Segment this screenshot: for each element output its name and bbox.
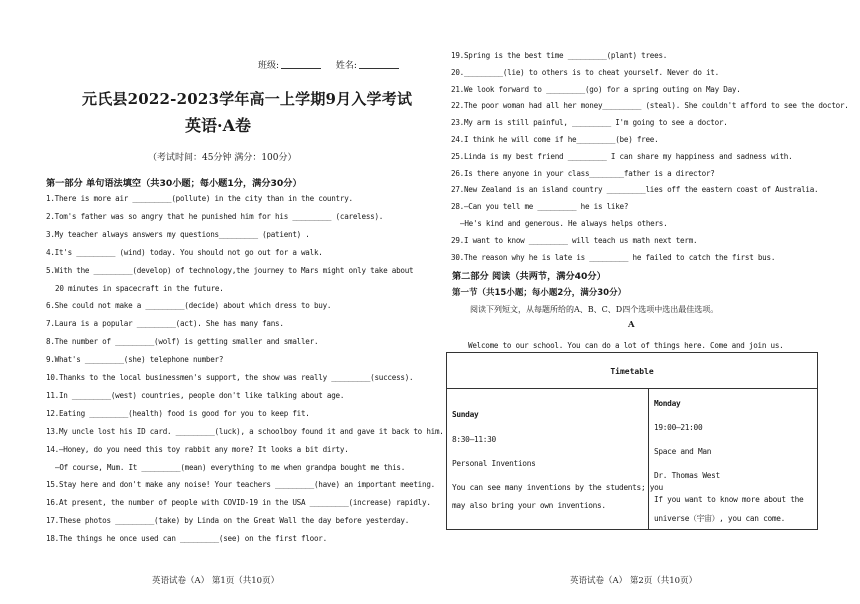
- question-line: 2.Tom's father was so angry that he punished him for his _________ (careless).: [46, 211, 384, 221]
- question-line: 22.The poor woman had all her money_________ (steal). She couldn't afford to see the doctor.: [451, 101, 849, 111]
- student-info-line: [258, 58, 411, 71]
- question-line: 20._________(lie) to others is to cheat yourself. Never do it.: [451, 67, 719, 77]
- sunday-desc-1: You can see many inventions by the students; you: [452, 483, 663, 492]
- question-line: 10.Thanks to the local businessmen's support, the show was really _________(success).: [46, 373, 414, 382]
- question-line: 30.The reason why he is late is _________ he failed to catch the first bus.: [451, 252, 776, 262]
- question-line: 28.—Can you tell me _________ he is like?: [451, 202, 629, 212]
- monday-topic: Space and Man: [654, 447, 712, 456]
- footer-left: 英语试卷（A） 第1页（共10页）: [152, 576, 280, 586]
- question-line: 27.New Zealand is an island country _________lies off the eastern coast of Australia.: [451, 185, 819, 195]
- question-line: 21.We look forward to _________(go) for a spring outing on May Day.: [451, 84, 741, 94]
- question-line: —He's kind and generous. He always helps others.: [460, 219, 668, 228]
- sunday-topic: Personal Inventions: [452, 459, 536, 468]
- question-line: 25.Linda is my best friend _________ I can share my happiness and sadness with.: [451, 151, 793, 161]
- section1-heading: 第一节（共15小题；每小题2分，满分30分）: [452, 288, 627, 298]
- question-line: 6.She could not make a _________(decide) about which dress to buy.: [46, 301, 332, 311]
- question-line: 15.Stay here and don't make any noise! Your teachers _________(have) an important meeting.: [46, 480, 435, 490]
- question-line: 13.My uncle lost his ID card. _________(luck), a schoolboy found it and gave it back to him.: [46, 426, 444, 436]
- question-line: —Of course, Mum. It _________(mean) everything to me when grandpa bought me this.: [55, 462, 406, 472]
- question-line: 16.At present, the number of people with COVID-19 in the USA _________(increase) rapidly.: [46, 498, 431, 508]
- monday-desc-1: If you want to know more about the: [654, 495, 804, 504]
- exam-subtitle: 英语·A卷: [185, 116, 251, 135]
- question-line: 8.The number of _________(wolf) is getting smaller and smaller.: [46, 337, 319, 347]
- timetable-header-row: [447, 353, 817, 389]
- sunday-desc-2: may also bring your own inventions.: [452, 501, 606, 510]
- exam-title: 元氏县2022-2023学年高一上学期9月入学考试: [82, 90, 413, 108]
- question-line: 12.Eating _________(health) food is good for you to keep fit.: [46, 408, 310, 418]
- monday-speaker: Dr. Thomas West: [654, 471, 720, 480]
- exam-time-info: （考试时间：45分钟 满分：100分）: [148, 153, 297, 163]
- question-line: 20 minutes in spacecraft in the future.: [55, 283, 224, 293]
- monday-desc-2: universe（宇宙）, you can come.: [654, 514, 786, 523]
- sunday-day: Sunday: [452, 410, 479, 419]
- question-line: 26.Is there anyone in your class________father is a director?: [451, 168, 715, 178]
- question-line: 4.It's _________ (wind) today. You should not go out for a walk.: [46, 247, 323, 257]
- question-line: 18.The things he once used can _________(see) on the first floor.: [46, 534, 327, 544]
- monday-time: 19:00—21:00: [654, 423, 703, 432]
- question-line: 17.These photos _________(take) by Linda on the Great Wall the day before yesterday.: [46, 516, 410, 526]
- question-line: 5.With the _________(develop) of technology,the journey to Mars might only take about: [46, 265, 414, 275]
- passage-label: A: [628, 320, 635, 330]
- timetable: [446, 352, 818, 530]
- part2-heading: 第二部分 阅读（共两节，满分40分）: [452, 271, 606, 282]
- class-blank: [281, 68, 321, 69]
- question-line: 14.—Honey, do you need this toy rabbit any more? It looks a bit dirty.: [46, 444, 349, 454]
- question-line: 1.There is more air _________(pollute) in the city than in the country.: [46, 194, 353, 203]
- monday-day: Monday: [654, 399, 681, 408]
- timetable-title: Timetable: [610, 367, 654, 376]
- passage-intro: Welcome to our school. You can do a lot of things here. Come and join us.: [468, 341, 784, 350]
- name-blank: [359, 68, 399, 69]
- question-line: 23.My arm is still painful, _________ I'm going to see a doctor.: [451, 118, 728, 128]
- name-label: 姓名:: [335, 61, 357, 71]
- question-line: 3.My teacher always answers my questions_________ (patient) .: [46, 229, 310, 239]
- timetable-divider: [648, 388, 649, 529]
- sunday-time: 8:30—11:30: [452, 435, 496, 444]
- class-label: 班级:: [258, 61, 280, 71]
- question-line: 29.I want to know _________ will teach us math next term.: [451, 235, 698, 245]
- footer-right: 英语试卷（A） 第2页（共10页）: [570, 576, 698, 586]
- question-line: 7.Laura is a popular _________(act). She has many fans.: [46, 319, 284, 329]
- question-line: 19.Spring is the best time _________(plant) trees.: [451, 51, 668, 60]
- reading-instruction: 阅读下列短文，从每题所给的A、B、C、D四个选项中选出最佳选项。: [470, 305, 719, 314]
- question-line: 9.What's _________(she) telephone number?: [46, 355, 224, 365]
- part1-heading: 第一部分 单句语法填空（共30小题；每小题1分，满分30分）: [46, 178, 302, 189]
- question-line: 11.In _________(west) countries, people don't like talking about age.: [46, 390, 345, 400]
- question-line: 24.I think he will come if he_________(be) free.: [451, 135, 659, 144]
